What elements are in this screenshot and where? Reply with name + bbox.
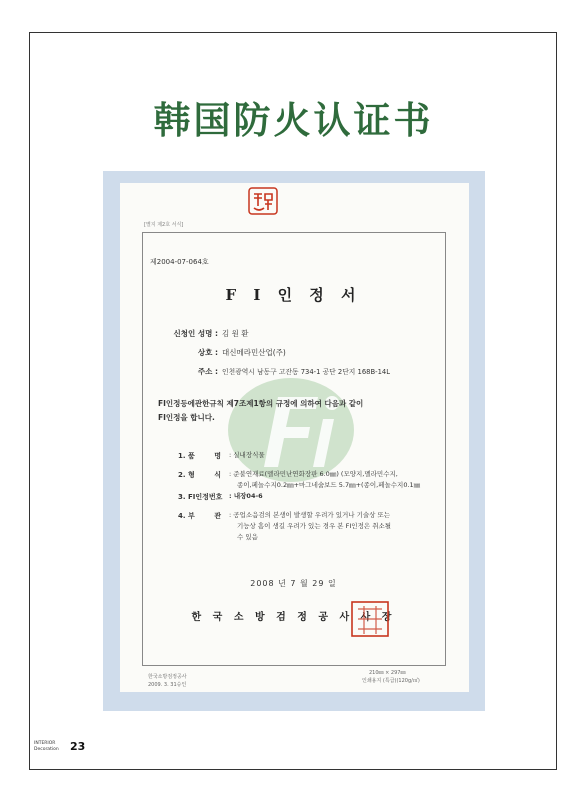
certificate-title: F I 인 정 서 xyxy=(225,286,362,304)
trade-label: 상호 : xyxy=(197,348,218,357)
official-seal-icon xyxy=(350,600,390,638)
trade-name: 대신메라민산업(주) xyxy=(222,348,286,357)
address: 인천광역시 남동구 고잔동 734-1 공단 2단지 168B-14L xyxy=(222,368,391,376)
top-seal-icon xyxy=(246,186,280,216)
statement-line-2: FI인정을 합니다. xyxy=(158,413,215,422)
issuer-name: 한 국 소 방 검 정 공 사 사 장 xyxy=(191,612,396,623)
form-note: [별지 제2호 서식] xyxy=(144,222,184,228)
issue-date: 2008 년 7 월 29 일 xyxy=(250,579,337,588)
footer-paper: 인쇄용지 (특급)(120g/㎡) xyxy=(362,678,420,684)
item-3-value: : 내장04-6 xyxy=(229,492,263,500)
section-line-2: Decoration xyxy=(34,747,59,752)
applicant-name: 김 원 환 xyxy=(222,329,249,338)
statement-line-1: FI인정등에관한규칙 제7조제1항의 규정에 의하여 다음과 같이 xyxy=(158,399,364,408)
item-2-label: 2. 형 식 xyxy=(178,471,221,479)
applicant-label: 신청인 성명 : xyxy=(173,329,218,338)
address-label: 주소 : xyxy=(197,367,218,376)
page-number: 23 xyxy=(70,740,86,753)
item-2-value-cont: 종이,페놀수지0.2㎜+마그네슘보드 5.7㎜+(종이,페놀수지0.1㎜ xyxy=(237,481,421,489)
item-4-value-cont-2: 수 있음 xyxy=(237,533,258,541)
item-4-value-cont-1: 기능상 흠이 생길 우려가 있는 경우 본 FI인정은 취소될 xyxy=(237,522,392,530)
item-4-label: 4. 부 관 xyxy=(178,512,221,520)
footer-approval: 2009. 3. 31승인 xyxy=(148,682,187,688)
footer-org: 한국소방검정공사 xyxy=(148,674,187,680)
item-2-value: : 준불연재료(멜라민난연화장판 6.0㎜) (모양지,멜라민수지, xyxy=(229,470,398,478)
item-1-value: : 실내장식물 xyxy=(229,451,265,459)
certificate-statement xyxy=(158,397,448,425)
section-line-1: INTERIOR xyxy=(34,741,56,746)
item-1-label: 1. 품 명 xyxy=(178,452,221,460)
item-4-value: : 공업소음검의 본생이 발생할 우려가 있거나 기술상 또는 xyxy=(229,511,391,519)
item-3-label: 3. FI인정번호 xyxy=(178,493,223,501)
page-heading: 韩国防火认证书 xyxy=(153,98,434,142)
certificate-number: 제2004-07-064호 xyxy=(150,258,209,266)
footer-size: 210㎜ × 297㎜ xyxy=(369,670,406,676)
magazine-section xyxy=(34,741,59,753)
